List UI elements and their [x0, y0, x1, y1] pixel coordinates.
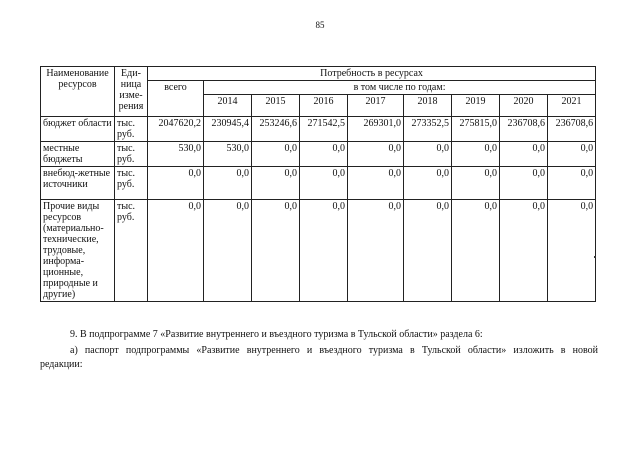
- row-unit: тыс. руб.: [115, 200, 148, 302]
- row-name: бюджет области: [41, 117, 115, 142]
- row-value: 253246,6: [252, 117, 300, 142]
- row-value: 0,0: [548, 200, 596, 302]
- resources-table: [40, 66, 596, 302]
- row-unit: тыс. руб.: [115, 142, 148, 167]
- row-name: внебюд-жетные источники: [41, 167, 115, 200]
- row-value: 0,0: [348, 200, 404, 302]
- row-unit: тыс. руб.: [115, 167, 148, 200]
- row-value: 0,0: [500, 200, 548, 302]
- row-value: 0,0: [500, 142, 548, 167]
- row-value: 0,0: [452, 200, 500, 302]
- row-value: 0,0: [452, 142, 500, 167]
- row-total: 0,0: [148, 200, 204, 302]
- row-value: 0,0: [252, 142, 300, 167]
- row-value: 0,0: [300, 200, 348, 302]
- header-year: 2014: [204, 95, 252, 117]
- header-year: 2020: [500, 95, 548, 117]
- row-value: 0,0: [204, 167, 252, 200]
- row-value: 0,0: [500, 167, 548, 200]
- row-value: 230945,4: [204, 117, 252, 142]
- row-value: 0,0: [548, 167, 596, 200]
- header-need: Потребность в ресурсах: [148, 67, 596, 81]
- row-name: Прочие виды ресурсов (материально-технические, трудовые, информа-ционные, природные и другие): [41, 200, 115, 302]
- header-total: всего: [148, 81, 204, 117]
- row-value: 0,0: [300, 167, 348, 200]
- row-value: 0,0: [452, 167, 500, 200]
- header-year: 2019: [452, 95, 500, 117]
- page-number: 85: [315, 20, 325, 30]
- paragraph-item-9: 9. В подпрограмме 7 «Развитие внутреннего и въездного туризма в Тульской области» раздела 6:: [70, 329, 483, 340]
- header-year: 2018: [404, 95, 452, 117]
- row-name: местные бюджеты: [41, 142, 115, 167]
- header-year: 2016: [300, 95, 348, 117]
- row-value: 530,0: [204, 142, 252, 167]
- table-row: [41, 167, 596, 200]
- table-row: [41, 117, 596, 142]
- paragraph-item-a: а) паспорт подпрограммы «Развитие внутреннего и въездного туризма в Тульской области» изложить в новой: [70, 345, 598, 356]
- row-value: 0,0: [404, 167, 452, 200]
- row-value: 0,0: [252, 167, 300, 200]
- table-row: [41, 142, 596, 167]
- table-row: [41, 200, 596, 302]
- row-value: 0,0: [404, 142, 452, 167]
- header-name: Наименование ресурсов: [41, 67, 115, 117]
- row-value: 275815,0: [452, 117, 500, 142]
- row-value: 236708,6: [548, 117, 596, 142]
- row-total: 2047620,2: [148, 117, 204, 142]
- row-value: 269301,0: [348, 117, 404, 142]
- paragraph-continuation: редакции:: [40, 359, 83, 370]
- row-value: 0,0: [348, 142, 404, 167]
- row-unit: тыс. руб.: [115, 117, 148, 142]
- row-value: 271542,5: [300, 117, 348, 142]
- row-value: 273352,5: [404, 117, 452, 142]
- row-value: 0,0: [404, 200, 452, 302]
- header-years-caption: в том числе по годам:: [204, 81, 596, 95]
- row-value: 0,0: [204, 200, 252, 302]
- scan-speck: [594, 256, 596, 258]
- row-value: 0,0: [348, 167, 404, 200]
- row-total: 530,0: [148, 142, 204, 167]
- header-unit: Еди-ница изме-рения: [115, 67, 148, 117]
- row-value: 0,0: [548, 142, 596, 167]
- row-value: 0,0: [300, 142, 348, 167]
- row-total: 0,0: [148, 167, 204, 200]
- row-value: 236708,6: [500, 117, 548, 142]
- header-year: 2015: [252, 95, 300, 117]
- row-value: 0,0: [252, 200, 300, 302]
- header-year: 2017: [348, 95, 404, 117]
- header-year: 2021: [548, 95, 596, 117]
